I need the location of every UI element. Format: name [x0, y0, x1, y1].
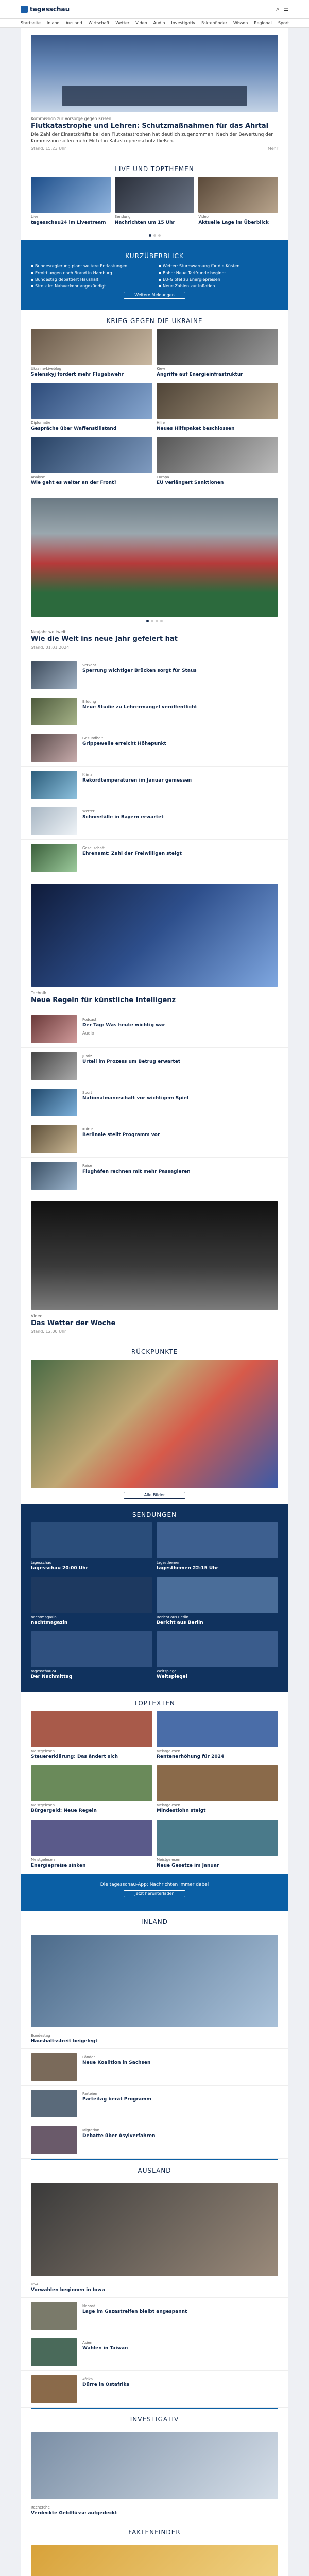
feature-meta — [31, 645, 278, 650]
nav-item[interactable]: Sport — [278, 21, 289, 25]
hero-headline: Flutkatastrophe und Lehren: Schutzmaßnahmen für das Ahrtal — [31, 122, 269, 130]
list-thumb — [31, 1089, 77, 1116]
list-thumb — [31, 734, 77, 762]
podcast-meta: Audio — [82, 1030, 94, 1036]
list-thumb — [31, 1052, 77, 1080]
list-kicker: Parteien — [82, 2092, 97, 2096]
sendung-thumb — [31, 1577, 152, 1613]
brief-item[interactable]: ▪ Streik im Nahverkehr angekündigt — [31, 284, 150, 289]
header-actions — [276, 6, 288, 13]
list-thumb — [31, 1162, 77, 1190]
ukraine-thumb — [157, 329, 278, 365]
live-kicker: Live — [31, 215, 39, 219]
live-thumb — [198, 177, 278, 213]
faktenfinder-title: FAKTENFINDER — [128, 2528, 181, 2536]
sendung-kicker: Bericht aus Berlin — [157, 1615, 189, 1619]
news-list — [21, 657, 288, 876]
ukraine-head: Gespräche über Waffenstillstand — [31, 426, 117, 431]
promo-button[interactable]: Jetzt herunterladen — [124, 1890, 185, 1897]
brief-item[interactable]: ▪ Neue Zahlen zur Inflation — [159, 284, 278, 289]
podcast-kicker: Podcast — [82, 1018, 97, 1022]
sendung-card[interactable] — [157, 1631, 278, 1680]
list-item[interactable] — [21, 2086, 288, 2122]
list-head: Urteil im Prozess um Betrug erwartet — [82, 1059, 181, 1065]
menu-icon[interactable]: ☰ — [283, 6, 288, 12]
weather-video-image — [31, 1201, 278, 1310]
video-image — [31, 884, 278, 987]
live-section — [21, 158, 288, 240]
video-teaser-large[interactable] — [21, 876, 288, 1011]
ukraine-head: Neues Hilfspaket beschlossen — [157, 426, 235, 431]
sendung-head: Der Nachmittag — [31, 1674, 73, 1680]
news-list-2 — [21, 1048, 288, 1194]
list-thumb — [31, 844, 77, 872]
feature-timestamp: Stand: 01.01.2024 — [31, 645, 70, 650]
ausland-title: AUSLAND — [138, 2167, 171, 2175]
rueckpunkte-more-button[interactable]: Alle Bilder — [124, 1492, 185, 1499]
sendung-kicker: tagesthemen — [157, 1561, 181, 1565]
top-kicker: Meistgelesen — [31, 1749, 55, 1754]
sendungen-section — [21, 1504, 288, 1692]
ukraine-head: EU verlängert Sanktionen — [157, 480, 224, 486]
list-head: Ehrenamt: Zahl der Freiwilligen steigt — [82, 851, 182, 857]
sendungen-title: SENDUNGEN — [132, 1511, 177, 1519]
podcast-item[interactable] — [21, 1011, 288, 1048]
list-thumb — [31, 2302, 77, 2330]
list-item[interactable] — [21, 2027, 288, 2049]
ukraine-card[interactable] — [31, 437, 152, 486]
list-head: Haushaltsstreit beigelegt — [31, 2038, 98, 2044]
list-item[interactable] — [21, 2334, 288, 2371]
ukraine-card[interactable] — [157, 329, 278, 378]
list-kicker: Reise — [82, 1164, 92, 1168]
weather-video[interactable] — [21, 1194, 288, 1341]
list-item[interactable] — [21, 2276, 288, 2298]
ukraine-card[interactable] — [31, 383, 152, 432]
live-head: Aktuelle Lage im Überblick — [198, 220, 269, 226]
main-nav — [0, 19, 309, 28]
ukraine-section — [21, 310, 288, 492]
ausland-section — [21, 2160, 288, 2408]
sendung-head: Bericht aus Berlin — [157, 1620, 203, 1625]
nav-item[interactable]: Wetter — [115, 21, 130, 25]
ukraine-head: Angriffe auf Energieinfrastruktur — [157, 371, 243, 377]
investigativ-title: INVESTIGATIV — [130, 2416, 179, 2424]
nav-item[interactable]: Wissen — [233, 21, 248, 25]
top-head: Neue Gesetze im Januar — [157, 1862, 219, 1868]
brief-more-button[interactable]: Weitere Meldungen — [124, 292, 185, 299]
sendung-card[interactable] — [157, 1577, 278, 1626]
top-thumb — [31, 1711, 152, 1747]
weather-kicker: Video — [31, 1314, 43, 1319]
feature-pager[interactable] — [31, 617, 278, 625]
promo-text: Die tagesschau-App: Nachrichten immer dabei — [100, 1882, 209, 1887]
list-item[interactable] — [21, 657, 288, 693]
list-head: Wahlen in Taiwan — [82, 2346, 128, 2351]
list-item[interactable] — [21, 693, 288, 730]
list-kicker: Kultur — [82, 1127, 93, 1132]
list-thumb — [31, 771, 77, 799]
list-thumb — [31, 2338, 77, 2366]
hero-kicker: Kommission zur Vorsorge gegen Krisen — [31, 116, 112, 121]
weather-headline: Das Wetter der Woche — [31, 1319, 116, 1328]
live-card[interactable] — [198, 177, 278, 226]
list-kicker: Afrika — [82, 2377, 93, 2382]
rueckpunkte-title: RÜCKPUNKTE — [131, 1348, 178, 1356]
list-kicker: USA — [31, 2282, 39, 2287]
ukraine-thumb — [157, 437, 278, 473]
nav-item[interactable]: Audio — [153, 21, 165, 25]
list-head: Verdeckte Geldflüsse aufgedeckt — [31, 2511, 117, 2516]
list-item[interactable] — [21, 1048, 288, 1084]
list-head: Vorwahlen beginnen in Iowa — [31, 2287, 105, 2293]
list-thumb — [31, 2090, 77, 2117]
list-item[interactable] — [21, 1084, 288, 1121]
ukraine-thumb — [31, 383, 152, 419]
top-head: Mindestlohn steigt — [157, 1808, 206, 1814]
ukraine-title: KRIEG GEGEN DIE UKRAINE — [106, 317, 203, 325]
nav-item[interactable]: Inland — [46, 21, 60, 25]
hero-timestamp: Stand: 15:23 Uhr — [31, 146, 66, 151]
ukraine-kicker: Hilfe — [157, 420, 165, 425]
ukraine-card[interactable] — [157, 383, 278, 432]
nav-item[interactable]: Regional — [254, 21, 272, 25]
feature-headline: Wie die Welt ins neue Jahr gefeiert hat — [31, 635, 178, 643]
list-kicker: Asien — [82, 2341, 93, 2345]
feature-kicker: Neujahr weltweit — [31, 630, 66, 635]
podcast-head: Der Tag: Was heute wichtig war — [82, 1023, 165, 1028]
list-head: Nationalmannschaft vor wichtigem Spiel — [82, 1096, 188, 1101]
live-thumb — [115, 177, 195, 213]
list-head: Lage im Gazastreifen bleibt angespannt — [82, 2309, 187, 2315]
list-thumb — [31, 1125, 77, 1153]
inland-title: INLAND — [141, 1918, 168, 1925]
logo-icon — [21, 6, 28, 13]
ukraine-thumb — [157, 383, 278, 419]
brief-list — [31, 264, 278, 289]
list-item[interactable] — [21, 1158, 288, 1194]
list-kicker: Migration — [82, 2128, 100, 2133]
list-kicker: Recherche — [31, 2505, 50, 2510]
list-head: Parteitag berät Programm — [82, 2097, 151, 2103]
top-head: Bürgergeld: Neue Regeln — [31, 1808, 97, 1814]
nav-item[interactable]: Wirtschaft — [88, 21, 110, 25]
nav-item[interactable]: Startseite — [21, 21, 41, 25]
sendung-card[interactable] — [31, 1522, 152, 1571]
ukraine-head: Selenskyj fordert mehr Flugabwehr — [31, 371, 124, 377]
live-pager[interactable] — [21, 231, 288, 240]
investigativ-image — [31, 2432, 278, 2499]
top-card[interactable] — [157, 1711, 278, 1760]
top-card[interactable] — [157, 1765, 278, 1814]
list-item[interactable] — [21, 767, 288, 803]
list-thumb — [31, 2375, 77, 2403]
list-thumb — [31, 661, 77, 689]
top-kicker: Meistgelesen — [157, 1749, 181, 1754]
sendung-head: tagesschau 20:00 Uhr — [31, 1566, 88, 1571]
list-kicker: Länder — [82, 2055, 95, 2060]
live-kicker: Video — [198, 215, 209, 219]
list-head: Flughäfen rechnen mit mehr Passagieren — [82, 1169, 191, 1175]
toptexten-title: TOPTEXTEN — [134, 1700, 175, 1707]
investigativ-section — [21, 2409, 288, 2521]
ukraine-kicker: Analyse — [31, 475, 45, 480]
list-kicker: Wetter — [82, 809, 95, 814]
rueckpunkte-image — [31, 1360, 278, 1488]
app-promo — [21, 1874, 288, 1911]
nav-item[interactable]: Investigativ — [171, 21, 196, 25]
brief-item[interactable]: ▪ Bundestag debattiert Haushalt — [31, 277, 150, 282]
brief-item[interactable]: ▪ Ermittlungen nach Brand in Hamburg — [31, 270, 150, 275]
list-item[interactable] — [21, 2049, 288, 2086]
sendung-thumb — [157, 1522, 278, 1558]
list-head: Grippewelle erreicht Höhepunkt — [82, 741, 166, 747]
list-head: Neue Studie zu Lehrermangel veröffentlicht — [82, 705, 197, 710]
ukraine-thumb — [31, 437, 152, 473]
top-head: Steuererklärung: Das ändert sich — [31, 1754, 118, 1760]
rueckpunkte-section — [21, 1341, 288, 1499]
live-card[interactable] — [115, 177, 195, 226]
top-card[interactable] — [31, 1820, 152, 1869]
top-thumb — [31, 1820, 152, 1856]
sendung-thumb — [31, 1631, 152, 1667]
list-head: Neue Koalition in Sachsen — [82, 2060, 151, 2066]
hero-more-link[interactable]: Mehr — [267, 146, 278, 151]
toptexten-section — [21, 1692, 288, 1874]
list-item[interactable] — [21, 2298, 288, 2334]
top-bar — [0, 0, 309, 19]
list-kicker: Klima — [82, 773, 93, 777]
list-thumb — [31, 698, 77, 725]
top-kicker: Meistgelesen — [157, 1803, 181, 1808]
sendung-kicker: tagesschau24 — [31, 1669, 56, 1673]
top-thumb — [31, 1765, 152, 1801]
sendung-head: nachtmagazin — [31, 1620, 68, 1625]
ukraine-thumb — [31, 329, 152, 365]
ukraine-head: Wie geht es weiter an der Front? — [31, 480, 117, 486]
list-item[interactable] — [21, 1121, 288, 1158]
logo[interactable] — [21, 6, 70, 13]
list-kicker: Nahost — [82, 2304, 95, 2309]
top-thumb — [157, 1820, 278, 1856]
sendung-kicker: nachtmagazin — [31, 1615, 57, 1619]
top-card[interactable] — [31, 1765, 152, 1814]
nav-item[interactable]: Video — [135, 21, 147, 25]
top-kicker: Meistgelesen — [31, 1803, 55, 1808]
list-thumb — [31, 2126, 77, 2154]
top-thumb — [157, 1765, 278, 1801]
sendung-thumb — [157, 1631, 278, 1667]
hero-meta — [31, 146, 278, 151]
search-icon[interactable]: ⌕ — [276, 5, 280, 12]
list-head: Rekordtemperaturen im Januar gemessen — [82, 778, 192, 784]
ukraine-card[interactable] — [31, 329, 152, 378]
ukraine-kicker: Kiew — [157, 366, 165, 371]
sendung-thumb — [31, 1522, 152, 1558]
ukraine-kicker: Europa — [157, 475, 169, 480]
weather-meta: Stand: 12:00 Uhr — [31, 1329, 66, 1334]
brief-item[interactable]: ▪ Bundesregierung plant weitere Entlastungen — [31, 264, 150, 268]
top-head: Energiepreise sinken — [31, 1862, 86, 1868]
sendung-card[interactable] — [157, 1522, 278, 1571]
live-head: tagesschau24 im Livestream — [31, 220, 106, 226]
list-item[interactable] — [21, 2122, 288, 2159]
list-item[interactable] — [21, 803, 288, 840]
list-head: Schneefälle in Bayern erwartet — [82, 815, 164, 820]
sendung-head: Weltspiegel — [157, 1674, 187, 1680]
top-head: Rentenerhöhung für 2024 — [157, 1754, 225, 1760]
list-head: Sperrung wichtiger Brücken sorgt für Staus — [82, 668, 197, 674]
brief-item[interactable]: ▪ EU-Gipfel zu Energiepreisen — [159, 277, 278, 282]
brief-section — [21, 240, 288, 310]
top-kicker: Meistgelesen — [31, 1857, 55, 1862]
list-item[interactable] — [21, 840, 288, 876]
ukraine-kicker: Ukraine-Liveblog — [31, 366, 61, 371]
list-kicker: Verkehr — [82, 663, 96, 668]
brief-item[interactable]: ▪ Wetter: Sturmwarnung für die Küsten — [159, 264, 278, 268]
brief-item[interactable]: ▪ Bahn: Neue Tarifrunde beginnt — [159, 270, 278, 275]
sendung-kicker: tagesschau — [31, 1561, 52, 1565]
list-thumb — [31, 807, 77, 835]
sendung-card[interactable] — [31, 1631, 152, 1680]
list-item[interactable] — [21, 730, 288, 767]
faktenfinder-section — [21, 2521, 288, 2576]
sendung-head: tagesthemen 22:15 Uhr — [157, 1566, 219, 1571]
hero-teaser[interactable] — [21, 28, 288, 158]
podcast-thumb — [31, 1015, 77, 1043]
list-kicker: Sport — [82, 1091, 92, 1095]
ausland-image — [31, 2183, 278, 2276]
list-head: Debatte über Asylverfahren — [82, 2133, 156, 2139]
live-kicker: Sendung — [114, 215, 131, 219]
top-card[interactable] — [157, 1820, 278, 1869]
list-kicker: Bundestag — [31, 2033, 50, 2038]
sendung-card[interactable] — [31, 1577, 152, 1626]
list-kicker: Justiz — [82, 1054, 92, 1059]
live-title: LIVE UND TOPTHEMEN — [115, 165, 194, 173]
inland-section — [21, 1911, 288, 2159]
ukraine-kicker: Diplomatie — [31, 420, 51, 425]
live-card[interactable] — [31, 177, 111, 226]
list-item[interactable] — [21, 2499, 288, 2521]
live-head: Nachrichten um 15 Uhr — [114, 220, 175, 226]
main-content — [21, 28, 288, 2576]
list-head: Berlinale stellt Programm vor — [82, 1132, 160, 1138]
hero-teaser-text: Die Zahl der Einsatzkräfte bei den Flutkatastrophen hat deutlich zugenommen. Nach der Bewertung der Kommission sollen mehr Mittel in Katastrophenschutz fließen. — [31, 132, 273, 144]
nav-item[interactable]: Ausland — [65, 21, 82, 25]
video-headline: Neue Regeln für künstliche Intelligenz — [31, 996, 176, 1005]
list-kicker: Gesundheit — [82, 736, 104, 741]
hero-image — [31, 35, 278, 112]
list-item[interactable] — [21, 2371, 288, 2408]
brief-title: KURZÜBERBLICK — [125, 252, 184, 260]
top-card[interactable] — [31, 1711, 152, 1760]
live-thumb — [31, 177, 111, 213]
list-head: Dürre in Ostafrika — [82, 2382, 130, 2388]
top-kicker: Meistgelesen — [157, 1857, 181, 1862]
sendung-kicker: Weltspiegel — [157, 1669, 178, 1673]
ukraine-card[interactable] — [157, 437, 278, 486]
feature-teaser[interactable] — [21, 491, 288, 657]
inland-image — [31, 1935, 278, 2027]
list-kicker: Bildung — [82, 700, 96, 704]
top-thumb — [157, 1711, 278, 1747]
list-thumb — [31, 2053, 77, 2081]
sendung-thumb — [157, 1577, 278, 1613]
list-kicker: Gesellschaft — [82, 846, 105, 851]
video-kicker: Technik — [31, 991, 46, 996]
nav-item[interactable]: Faktenfinder — [201, 21, 227, 25]
faktenfinder-image — [31, 2545, 278, 2576]
logo-text: tagesschau — [30, 5, 70, 13]
feature-image — [31, 498, 278, 617]
